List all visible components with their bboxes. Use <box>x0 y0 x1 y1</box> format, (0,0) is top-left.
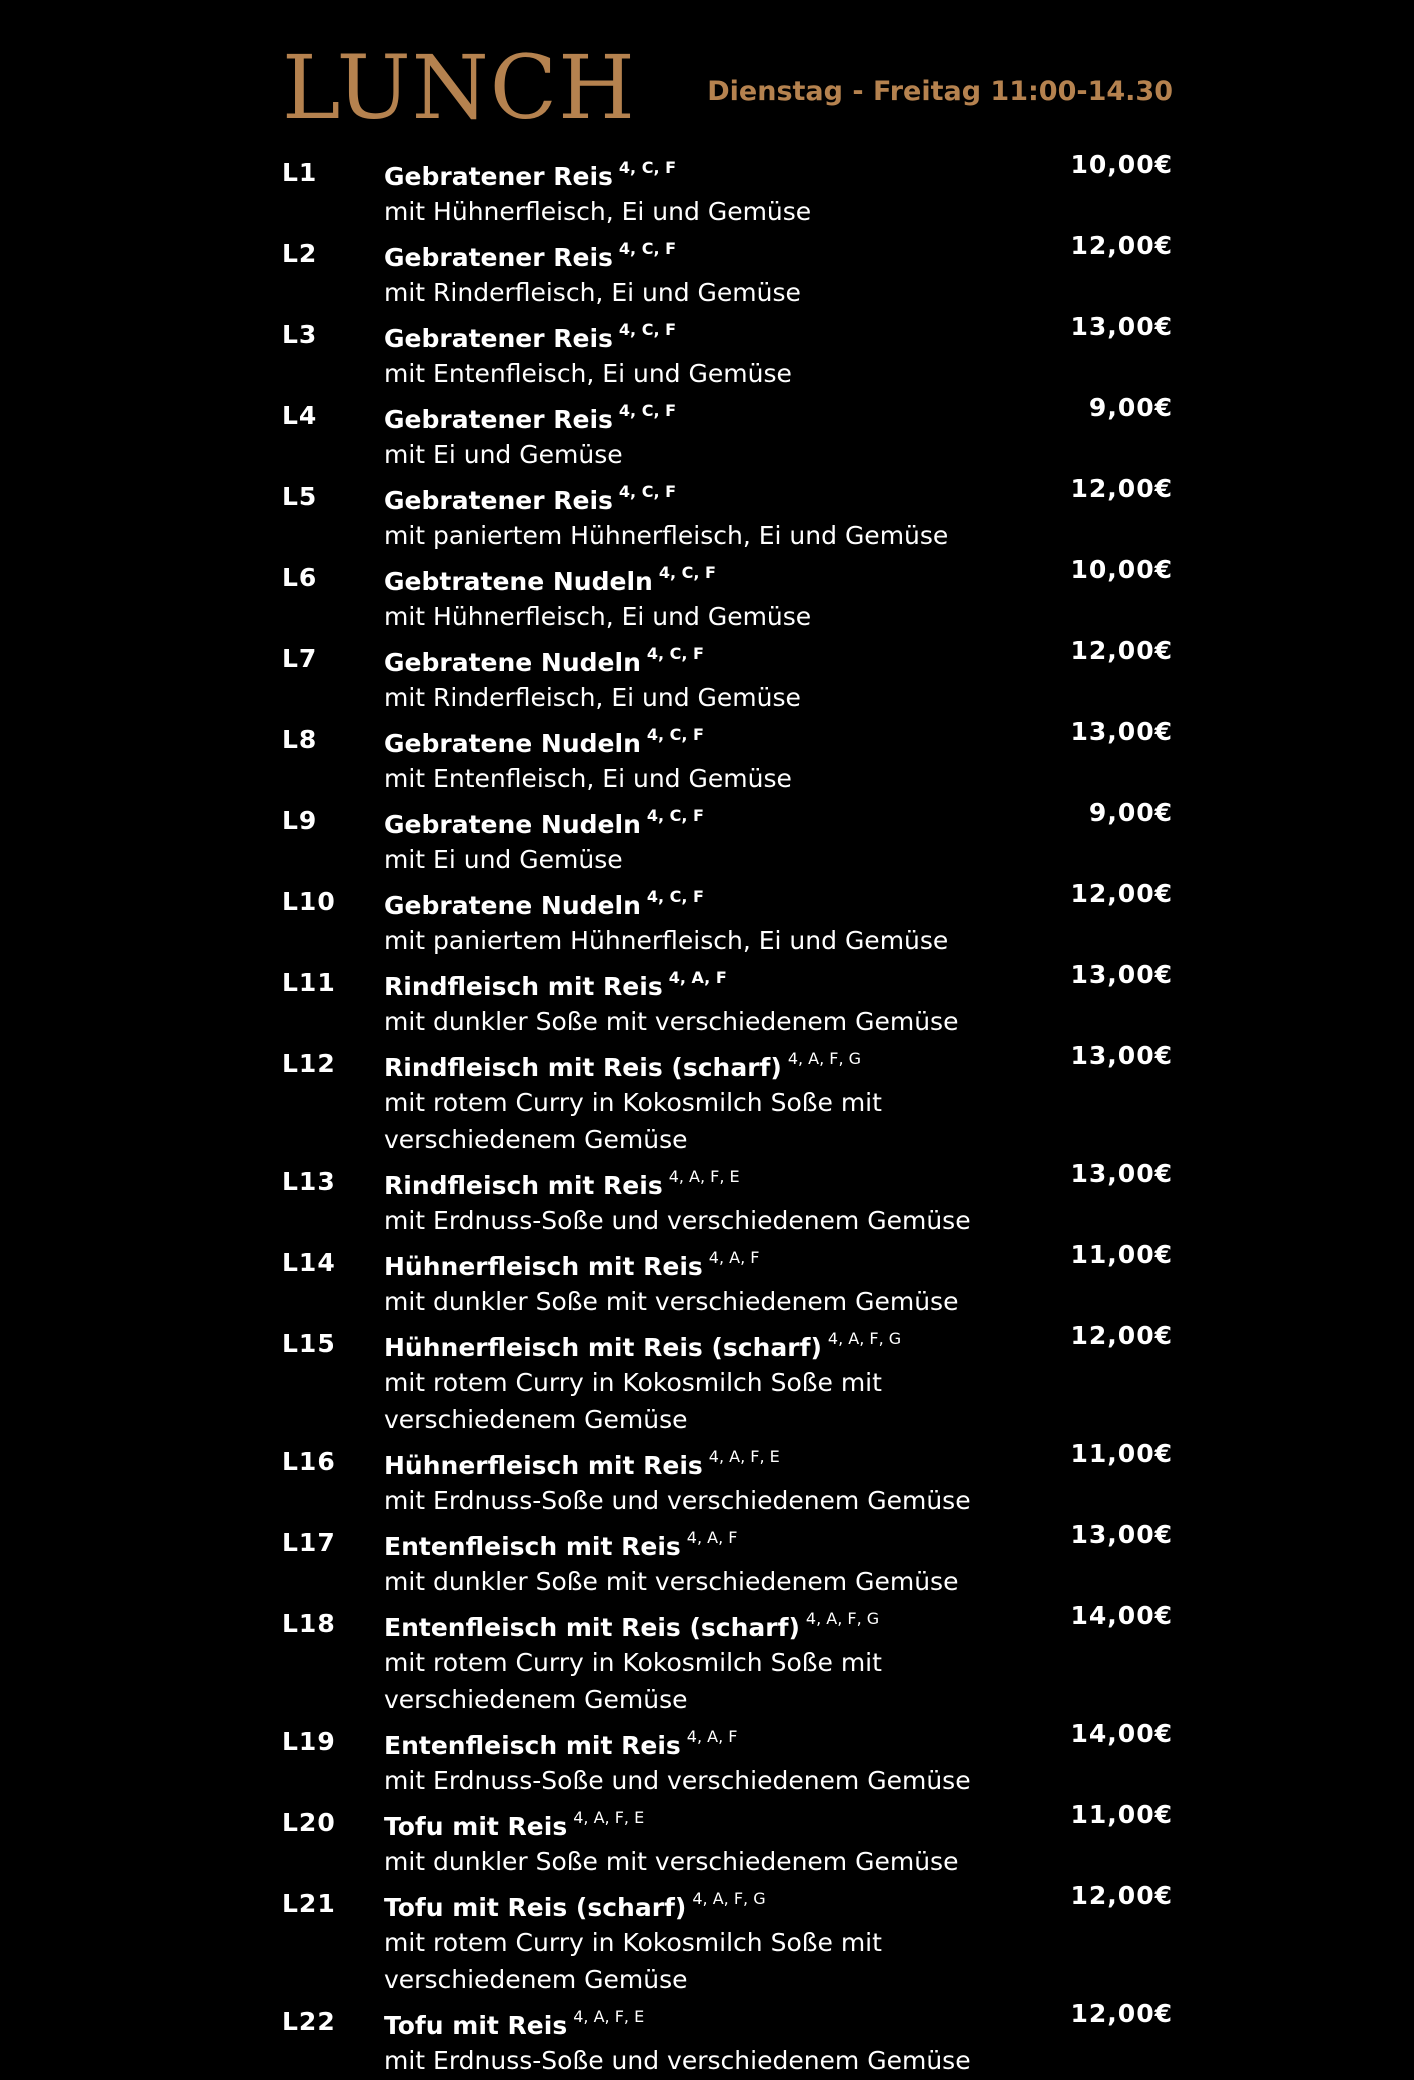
item-allergens: 4, C, F <box>618 239 677 258</box>
item-allergens: 4, C, F <box>618 482 677 501</box>
item-code: L13 <box>282 1167 336 1196</box>
item-allergens: 4, C, F <box>646 806 704 825</box>
item-allergens: 4, C, F <box>618 401 677 420</box>
item-price: 13,00€ <box>1070 312 1173 341</box>
item-allergens: 4, A, F, G <box>827 1329 902 1348</box>
item-name: Gebratene Nudeln <box>384 729 641 758</box>
item-description: mit Erdnuss-Soße und verschiedenem Gemüse <box>384 1766 971 1795</box>
item-description: mit dunkler Soße mit verschiedenem Gemüse <box>384 1567 959 1596</box>
item-description: mit Hühnerfleisch, Ei und Gemüse <box>384 602 812 631</box>
item-price: 11,00€ <box>1070 1439 1173 1468</box>
item-allergens: 4, A, F, E <box>668 1167 740 1186</box>
item-name: Gebratener Reis <box>384 162 613 191</box>
item-price: 14,00€ <box>1070 1601 1173 1630</box>
menu-item <box>280 879 1175 959</box>
menu-item <box>280 312 1175 392</box>
item-price: 10,00€ <box>1070 555 1173 584</box>
item-code: L6 <box>282 563 318 592</box>
menu-item <box>280 1881 1175 1998</box>
item-name-line <box>384 312 1045 357</box>
item-name-line <box>384 1601 1045 1646</box>
item-name: Gebtratene Nudeln <box>384 567 653 596</box>
item-allergens: 4, A, F, G <box>805 1609 880 1628</box>
item-name-line <box>384 555 1045 600</box>
item-code: L20 <box>282 1808 336 1837</box>
menu-item <box>280 1800 1175 1880</box>
item-name-line <box>384 1321 1045 1366</box>
item-allergens: 4, C, F <box>658 563 716 582</box>
item-name: Hühnerfleisch mit Reis <box>384 1451 703 1480</box>
item-code: L5 <box>282 482 318 511</box>
item-description: mit dunkler Soße mit verschiedenem Gemüse <box>384 1847 959 1876</box>
item-name-line <box>384 474 1045 519</box>
item-code: L2 <box>282 239 318 268</box>
item-description: mit Entenfleisch, Ei und Gemüse <box>384 359 792 388</box>
item-allergens: 4, A, F <box>708 1248 760 1267</box>
menu-item <box>280 1999 1175 2079</box>
item-description: mit paniertem Hühnerfleisch, Ei und Gemüse <box>384 926 949 955</box>
item-description: mit dunkler Soße mit verschiedenem Gemüse <box>384 1007 959 1036</box>
menu-item <box>280 1041 1175 1158</box>
lunch-menu <box>280 0 1175 2075</box>
item-price: 13,00€ <box>1070 1520 1173 1549</box>
menu-item <box>280 1321 1175 1438</box>
item-code: L8 <box>282 725 318 754</box>
item-name: Rindfleisch mit Reis <box>384 1171 663 1200</box>
item-name-line <box>384 393 1045 438</box>
item-description: mit Ei und Gemüse <box>384 440 623 469</box>
menu-item <box>280 1520 1175 1600</box>
item-name-line <box>384 1520 1045 1565</box>
menu-item <box>280 231 1175 311</box>
item-name: Rindfleisch mit Reis (scharf) <box>384 1053 782 1082</box>
item-allergens: 4, A, F, E <box>573 1808 645 1827</box>
item-code: L11 <box>282 968 336 997</box>
item-name-line <box>384 1719 1045 1764</box>
item-name: Entenfleisch mit Reis <box>384 1731 681 1760</box>
item-price: 9,00€ <box>1088 798 1173 827</box>
item-price: 13,00€ <box>1070 717 1173 746</box>
item-allergens: 4, C, F <box>618 320 677 339</box>
item-code: L21 <box>282 1889 336 1918</box>
menu-item <box>280 1719 1175 1799</box>
item-code: L4 <box>282 401 318 430</box>
item-description: mit Erdnuss-Soße und verschiedenem Gemüse <box>384 1206 971 1235</box>
item-allergens: 4, C, F <box>646 644 704 663</box>
item-description: mit Erdnuss-Soße und verschiedenem Gemüse <box>384 2046 971 2075</box>
item-name-line <box>384 1800 1045 1845</box>
menu-item <box>280 474 1175 554</box>
item-price: 12,00€ <box>1070 1881 1173 1910</box>
item-allergens: 4, A, F, E <box>708 1447 780 1466</box>
item-description: mit rotem Curry in Kokosmilch Soße mit verschiedenem Gemüse <box>384 1088 882 1154</box>
item-price: 10,00€ <box>1070 150 1173 179</box>
item-allergens: 4, A, F <box>686 1727 738 1746</box>
item-code: L18 <box>282 1609 336 1638</box>
menu-item-list <box>280 150 1175 2080</box>
item-code: L10 <box>282 887 336 916</box>
item-description: mit dunkler Soße mit verschiedenem Gemüse <box>384 1287 959 1316</box>
item-name-line <box>384 879 1045 924</box>
item-price: 12,00€ <box>1070 231 1173 260</box>
item-name-line <box>384 150 1045 195</box>
menu-item <box>280 717 1175 797</box>
item-price: 12,00€ <box>1070 1321 1173 1350</box>
menu-item <box>280 150 1175 230</box>
item-name-line <box>384 717 1045 762</box>
item-name: Entenfleisch mit Reis (scharf) <box>384 1613 800 1642</box>
item-code: L14 <box>282 1248 336 1277</box>
item-description: mit paniertem Hühnerfleisch, Ei und Gemüse <box>384 521 949 550</box>
item-name-line <box>384 960 1045 1005</box>
item-description: mit rotem Curry in Kokosmilch Soße mit verschiedenem Gemüse <box>384 1368 882 1434</box>
item-price: 12,00€ <box>1070 474 1173 503</box>
item-description: mit Erdnuss-Soße und verschiedenem Gemüse <box>384 1486 971 1515</box>
item-name: Tofu mit Reis <box>384 1812 568 1841</box>
item-name: Gebratener Reis <box>384 486 613 515</box>
item-allergens: 4, A, F, G <box>692 1889 766 1908</box>
item-allergens: 4, C, F <box>646 725 704 744</box>
menu-item <box>280 1240 1175 1320</box>
item-price: 9,00€ <box>1088 393 1173 422</box>
item-price: 14,00€ <box>1070 1719 1173 1748</box>
item-allergens: 4, A, F, G <box>787 1049 862 1068</box>
item-price: 12,00€ <box>1070 636 1173 665</box>
item-allergens: 4, A, F, E <box>573 2007 645 2026</box>
menu-item <box>280 960 1175 1040</box>
item-description: mit Ei und Gemüse <box>384 845 623 874</box>
item-code: L17 <box>282 1528 336 1557</box>
item-name-line <box>384 1999 1045 2044</box>
menu-item <box>280 1159 1175 1239</box>
item-name: Gebratener Reis <box>384 405 613 434</box>
item-code: L1 <box>282 158 318 187</box>
item-description: mit Rinderfleisch, Ei und Gemüse <box>384 278 801 307</box>
item-price: 13,00€ <box>1070 960 1173 989</box>
item-description: mit Entenfleisch, Ei und Gemüse <box>384 764 792 793</box>
menu-title: LUNCH <box>282 36 636 139</box>
item-price: 11,00€ <box>1070 1240 1173 1269</box>
item-description: mit rotem Curry in Kokosmilch Soße mit verschiedenem Gemüse <box>384 1648 882 1714</box>
item-allergens: 4, C, F <box>646 887 704 906</box>
menu-item <box>280 798 1175 878</box>
item-name-line <box>384 1881 1045 1926</box>
item-description: mit rotem Curry in Kokosmilch Soße mit verschiedenem Gemüse <box>384 1928 882 1994</box>
item-name-line <box>384 798 1045 843</box>
item-name: Gebratene Nudeln <box>384 891 641 920</box>
item-name: Gebratener Reis <box>384 243 613 272</box>
item-name-line <box>384 1159 1045 1204</box>
menu-item <box>280 1601 1175 1718</box>
item-price: 12,00€ <box>1070 879 1173 908</box>
item-name: Rindfleisch mit Reis <box>384 972 663 1001</box>
item-name-line <box>384 1439 1045 1484</box>
item-name-line <box>384 231 1045 276</box>
item-name: Hühnerfleisch mit Reis <box>384 1252 703 1281</box>
item-code: L15 <box>282 1329 336 1358</box>
item-description: mit Hühnerfleisch, Ei und Gemüse <box>384 197 812 226</box>
item-name: Gebratene Nudeln <box>384 648 641 677</box>
item-name: Entenfleisch mit Reis <box>384 1532 681 1561</box>
item-code: L22 <box>282 2007 336 2036</box>
item-code: L3 <box>282 320 318 349</box>
item-price: 12,00€ <box>1070 1999 1173 2028</box>
item-price: 13,00€ <box>1070 1041 1173 1070</box>
item-price: 13,00€ <box>1070 1159 1173 1188</box>
item-name-line <box>384 636 1045 681</box>
item-code: L9 <box>282 806 318 835</box>
item-name: Tofu mit Reis (scharf) <box>384 1893 687 1922</box>
item-name: Gebratener Reis <box>384 324 613 353</box>
item-allergens: 4, C, F <box>618 158 677 177</box>
item-allergens: 4, A, F <box>668 968 727 987</box>
item-name-line <box>384 1240 1045 1285</box>
item-name: Tofu mit Reis <box>384 2011 568 2040</box>
item-price: 11,00€ <box>1070 1800 1173 1829</box>
menu-item <box>280 636 1175 716</box>
item-description: mit Rinderfleisch, Ei und Gemüse <box>384 683 801 712</box>
item-name: Gebratene Nudeln <box>384 810 641 839</box>
item-code: L12 <box>282 1049 336 1078</box>
menu-item <box>280 393 1175 473</box>
opening-hours: Dienstag - Freitag 11:00-14.30 <box>707 76 1173 107</box>
item-code: L16 <box>282 1447 336 1476</box>
item-code: L19 <box>282 1727 336 1756</box>
menu-item <box>280 555 1175 635</box>
item-name: Hühnerfleisch mit Reis (scharf) <box>384 1333 822 1362</box>
item-code: L7 <box>282 644 318 673</box>
item-name-line <box>384 1041 1045 1086</box>
menu-item <box>280 1439 1175 1519</box>
item-allergens: 4, A, F <box>686 1528 738 1547</box>
